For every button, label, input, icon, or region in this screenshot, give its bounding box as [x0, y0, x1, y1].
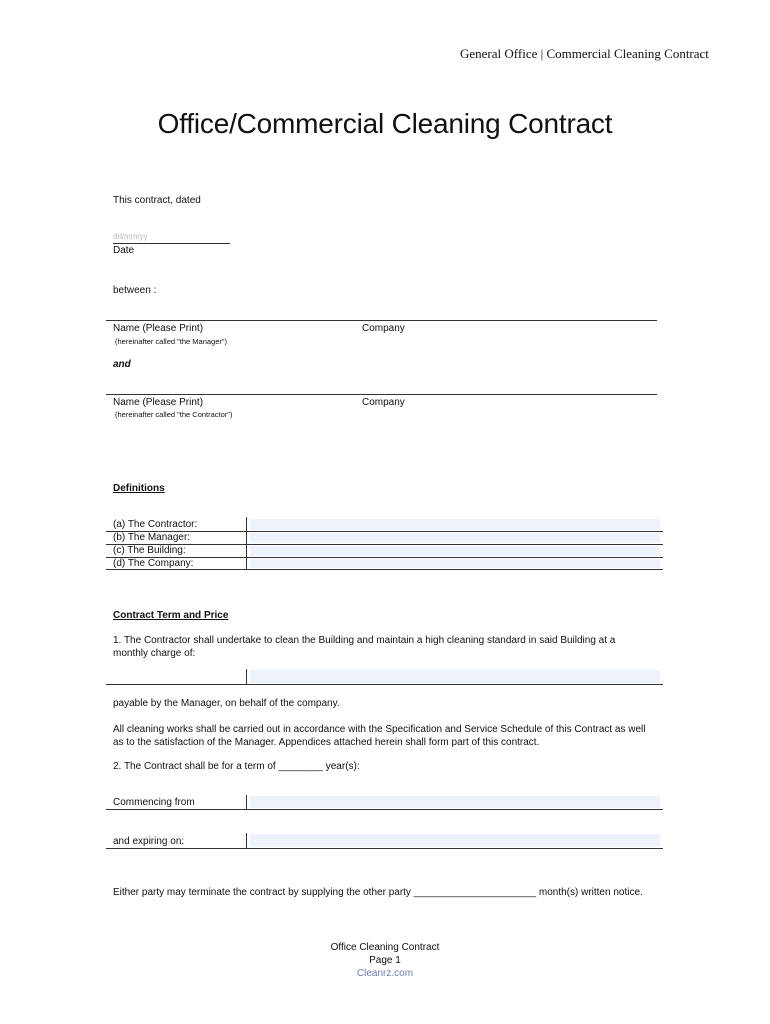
footer-site-link[interactable]: Cleanrz.com [356, 968, 414, 979]
clause-2-prefix: 2. The Contract shall be for a term of [113, 761, 276, 772]
definition-line [106, 569, 663, 570]
party2-note: (hereinafter called "the Contractor") [115, 410, 233, 419]
termination-prefix: Either party may terminate the contract by supplying the other party [113, 887, 411, 898]
date-label: Date [113, 245, 135, 256]
monthly-charge-field[interactable] [250, 670, 660, 683]
expiring-date-field[interactable] [250, 834, 660, 847]
notice-months-blank[interactable]: ______________________ [413, 887, 537, 898]
document-title: Office/Commercial Cleaning Contract [157, 108, 613, 139]
definition-company-field[interactable] [250, 559, 660, 568]
expiring-divider [246, 833, 247, 848]
monthly-charge-divider [246, 669, 247, 684]
definition-manager-field[interactable] [250, 533, 660, 543]
payable-text: payable by the Manager, on behalf of the company. [113, 698, 340, 709]
definition-contractor-field[interactable] [250, 519, 660, 530]
date-underline [113, 243, 230, 244]
contract-term-heading: Contract Term and Price [113, 610, 229, 621]
dated-label: This contract, dated [113, 195, 201, 206]
definition-contractor: (a) The Contractor: [113, 519, 198, 530]
party2-name-label: Name (Please Print) [113, 397, 204, 408]
clause-2-suffix: year(s): [325, 761, 360, 772]
commencing-line [106, 809, 663, 810]
party1-signature-line[interactable] [106, 320, 657, 321]
definition-building-field[interactable] [250, 546, 660, 556]
page-footer [285, 941, 485, 980]
cleaning-works-text: All cleaning works shall be carried out in accordance with the Specification and Service Schedule of this Contract as well as to the satisfaction of the Manager. Appendices attached herein shall form part of this contract. [113, 724, 646, 748]
clause-2-text [113, 761, 360, 772]
party1-note: (hereinafter called "the Manager") [115, 337, 228, 346]
and-label: and [113, 359, 131, 370]
definitions-heading: Definitions [113, 483, 165, 494]
expiring-label: and expiring on: [113, 836, 185, 847]
definitions-divider [246, 517, 247, 569]
date-field[interactable]: dd/mm/yy [113, 232, 148, 241]
termination-suffix: month(s) written notice. [538, 887, 643, 898]
commencing-label: Commencing from [113, 797, 195, 808]
definition-company: (d) The Company: [113, 558, 194, 569]
party1-company-label: Company [362, 323, 405, 334]
running-header: General Office | Commercial Cleaning Contract [460, 46, 709, 61]
definition-line [106, 544, 663, 545]
party2-signature-line[interactable] [106, 394, 657, 395]
party2-company-label: Company [362, 397, 405, 408]
clause-1-text: 1. The Contractor shall undertake to clean the Building and maintain a high cleaning standard in said Building at a monthly charge of: [113, 635, 616, 659]
footer-doc-name: Office Cleaning Contract [330, 942, 440, 953]
footer-page-number: Page 1 [369, 955, 401, 966]
termination-text [113, 887, 643, 898]
expiring-line [106, 848, 663, 849]
definition-building: (c) The Building: [113, 545, 186, 556]
monthly-charge-line [106, 684, 663, 685]
term-years-blank[interactable]: ________ [278, 761, 323, 772]
between-label: between : [113, 285, 157, 296]
definition-manager: (b) The Manager: [113, 532, 191, 543]
commencing-date-field[interactable] [250, 796, 660, 808]
commencing-divider [246, 795, 247, 809]
party1-name-label: Name (Please Print) [113, 323, 204, 334]
